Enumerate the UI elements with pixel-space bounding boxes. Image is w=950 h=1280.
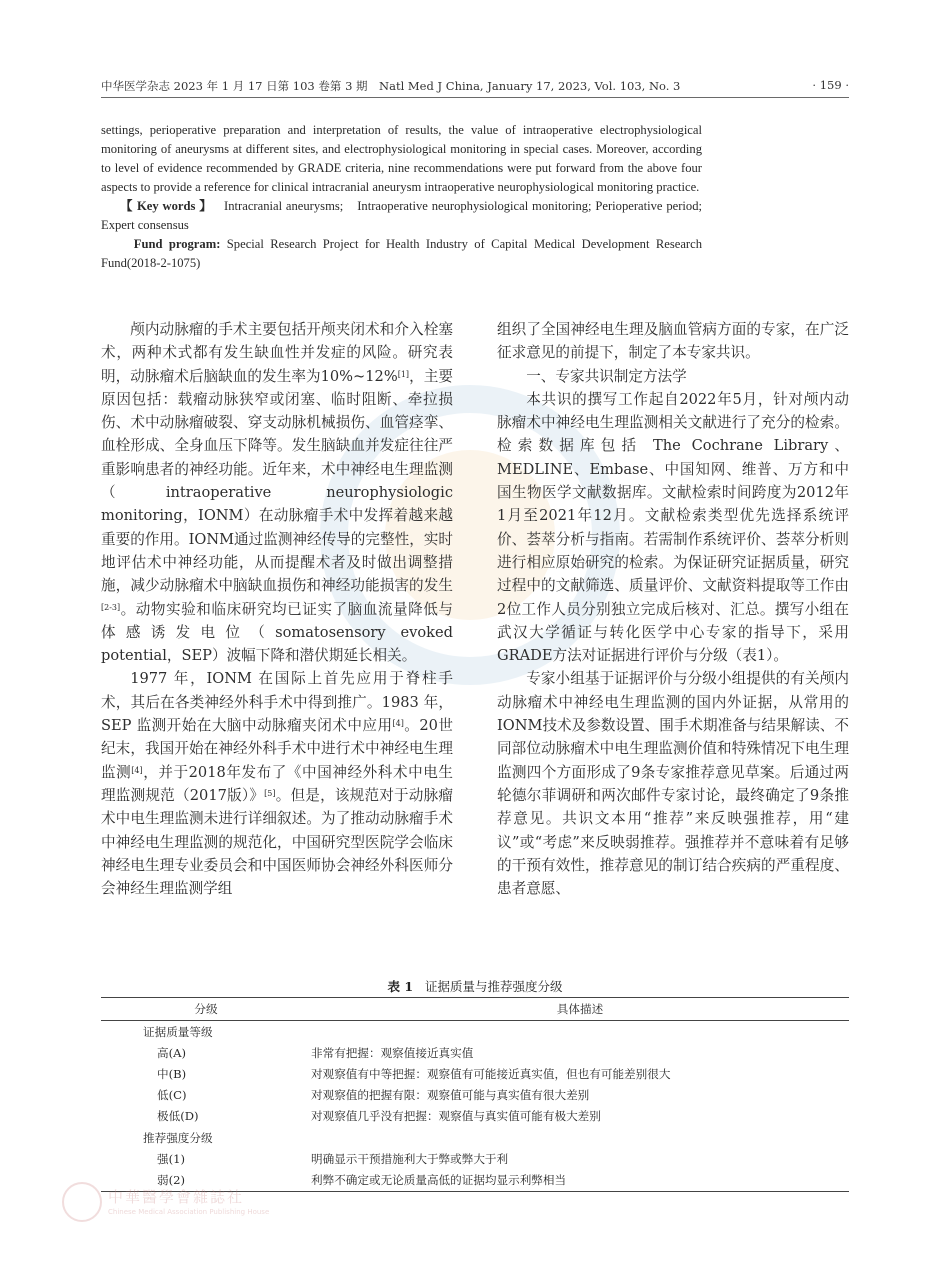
table-title: 证据质量与推荐强度分级 (424, 979, 563, 994)
grade-level: 极低(D) (157, 1109, 199, 1124)
text-run: 。20世纪末，我国开始在神经外科手术中进行术中神经电生理监测 (101, 717, 453, 781)
fund-program (101, 235, 702, 273)
grade-description: 利弊不确定或无论质量高低的证据均显示利弊相当 (311, 1169, 849, 1191)
table-group-row (101, 1127, 849, 1148)
citation-ref: [2-3] (101, 602, 121, 612)
section-heading: 一、专家共识制定方法学 (526, 367, 687, 385)
citation-ref: [4] (392, 719, 404, 729)
text-run: 。动物实验和临床研究均已证实了脑血流量降低与体感诱发电位（somatosensory evoked potential，SEP）波幅下降和潜伏期延长相关。 (101, 600, 453, 665)
column-header: 分级 (101, 998, 311, 1021)
grading-table (101, 997, 849, 1192)
keywords (101, 197, 715, 235)
paragraph: 专家小组基于证据评价与分级小组提供的有关颅内动脉瘤术中神经电生理监测的国内外证据，从常用的IONM技术及参数设置、围手术期准备与结果解读、不同部位动脉瘤术中电生理监测价值和特殊情况下电生理监测四个方面形成了9条专家推荐意见草案。后通过两轮德尔菲调研和两次邮件专家讨论，最终确定了9条推荐意见。共识文本用“推荐”来反映强推荐，用“建议”或“考虑”来反映弱推荐。强推荐并不意味着有足够的干预有效性，推荐意见的制订结合疾病的严重程度、患者意愿、 (497, 670, 849, 898)
running-header (101, 77, 849, 98)
grade-description: 对观察值有中等把握：观察值有可能接近真实值，但也有可能差别很大 (311, 1066, 671, 1081)
citation-ref: [5] (264, 788, 276, 798)
grade-description: 明确显示干预措施利大于弊或弊大于利 (311, 1151, 509, 1166)
keywords-label: 【 Key words 】 (119, 199, 213, 213)
citation-ref: [1] (397, 369, 410, 379)
citation-ref: [4] (131, 765, 143, 775)
page-number: · 159 · (812, 78, 849, 92)
keywords-text: Intracranial aneurysms; Intraoperative neurophysiological monitoring; Perioperative period; Expert consensus (101, 199, 715, 232)
abstract-text: settings, perioperative preparation and interpretation of results, the value of intraoperative electrophysiological monitoring of aneurysms at different sites, and electrophysiological monitoring in special cases. Moreover, according to level of evidence recommended by GRADE criteria, nine recommendations were put forward from the above four aspects to provide a reference for clinical intracranial aneurysm intraoperative neurophysiological monitoring practice. (101, 123, 702, 194)
publisher-watermark-en: Chinese Medical Association Publishing House (108, 1208, 270, 1216)
table-row (101, 1063, 849, 1084)
grade-description: 对观察值的把握有限：观察值可能与真实值有很大差别 (311, 1088, 590, 1103)
fund-text: Special Research Project for Health Industry of Capital Medical Development Research Fund(2018-2-1075) (101, 237, 702, 270)
grade-level: 弱(2) (101, 1169, 311, 1191)
journal-citation: 中华医学杂志 2023 年 1 月 17 日第 103 卷第 3 期 Natl Med J China, January 17, 2023, Vol. 103, No. 3 (101, 79, 681, 93)
grade-level: 低(C) (157, 1088, 187, 1103)
text-run: ，主要原因包括：载瘤动脉狭窄或闭塞、临时阻断、牵拉损伤、术中动脉瘤破裂、穿支动脉机械损伤、血管痉挛、血栓形成、全身血压下降等。发生脑缺血并发症往往严重影响患者的神经功能。近年来，术中神经电生理监测（intraoperative neurophysiologic monitoring，IONM）在动脉瘤手术中发挥着越来越重要的作用。IONM通过监测神经传导的完整性，实时地评估术中神经功能，从而提醒术者及时做出调整措施，减少动脉瘤术中脑缺血损伤和神经功能损害的发生 (101, 367, 453, 595)
grade-description: 对观察值几乎没有把握：观察值与真实值可能有极大差别 (311, 1109, 601, 1124)
body-column-right (497, 318, 849, 900)
paragraph (101, 318, 453, 667)
paragraph: 本共识的撰写工作起自2022年5月，针对颅内动脉瘤术中神经电生理监测相关文献进行了充分的检索。检索数据库包括 The Cochrane Library、MEDLINE、Embase、中国知网、维普、万方和中国生物医学文献数据库。文献检索时间跨度为2012年1月至2021年12月。文献检索类型优先选择系统评价、荟萃分析与指南。若需制作系统评价、荟萃分析则进行相应原始研究的检索。为保证研究证据质量，研究过程中的文献筛选、质量评价、文献资料提取等工作由2位工作人员分别独立完成后核对、汇总。撰写小组在武汉大学循证与转化医学中心专家的指导下，采用GRADE方法对证据进行评价与分级（表1）。 (497, 390, 849, 665)
grade-level: 中(B) (157, 1066, 187, 1081)
column-header: 具体描述 (311, 998, 849, 1021)
table-row (101, 1148, 849, 1169)
fund-label: Fund program: (133, 237, 221, 251)
body-column-left (101, 318, 453, 900)
text-run: ，并于2018年发布了《中国神经外科术中电生理监测规范（2017版）》 (101, 763, 453, 804)
paragraph (101, 667, 453, 900)
grade-level: 高(A) (157, 1045, 187, 1060)
group-label: 推荐强度分级 (143, 1130, 213, 1145)
grade-description: 非常有把握：观察值接近真实值 (311, 1045, 474, 1060)
table-row (101, 1085, 849, 1106)
table-caption (101, 977, 849, 995)
table-row (101, 1042, 849, 1063)
table-header-row (101, 998, 849, 1021)
text-run: 1977 年，IONM 在国际上首先应用于脊柱手术，其后在各类神经外科手术中得到推广。1983 年，SEP 监测开始在大脑中动脉瘤夹闭术中应用 (101, 670, 453, 735)
table-group-row (101, 1021, 849, 1043)
table-row (101, 1106, 849, 1127)
grade-level: 强(1) (157, 1151, 186, 1166)
table-label: 表 1 (387, 979, 414, 994)
publisher-watermark: 中華醫學會雜誌社 (108, 1188, 245, 1206)
paragraph: 组织了全国神经电生理及脑血管病方面的专家，在广泛征求意见的前提下，制定了本专家共识。 (497, 321, 849, 362)
publisher-logo-icon (62, 1182, 102, 1222)
english-abstract (101, 121, 715, 273)
group-label: 证据质量等级 (143, 1024, 213, 1039)
text-run: 颅内动脉瘤的手术主要包括开颅夹闭术和介入栓塞术，两种术式都有发生缺血性并发症的风险。研究表明，动脉瘤术后脑缺血的发生率为10%~12% (101, 321, 453, 385)
text-run: 。但是，该规范对于动脉瘤术中电生理监测未进行详细叙述。为了推动动脉瘤手术中神经电生理监测的规范化，中国研究型医院学会临床神经电生理专业委员会和中国医师协会神经外科医师分会神经生理监测学组 (101, 786, 453, 898)
